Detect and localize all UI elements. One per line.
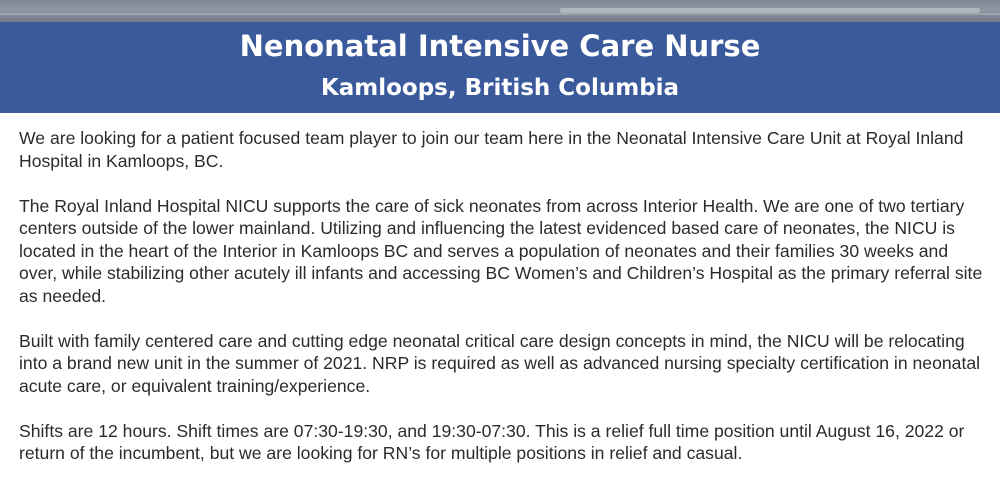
job-description bbox=[19, 127, 987, 465]
photo-road-line bbox=[0, 13, 1000, 15]
header-photo-strip bbox=[0, 0, 1000, 22]
description-paragraph-nicu: The Royal Inland Hospital NICU supports the care of sick neonates from across Interior Health. We are one of two tertiary centers outside of the lower mainland. Utilizing and influencing the latest evidenced based care of neonates, the NICU is located in the heart of the Interior in Kamloops BC and serves a population of neonates and their families 30 weeks and over, while stabilizing other acutely ill infants and accessing BC Women’s and Children’s Hospital as the primary referral site as needed. bbox=[19, 195, 983, 306]
description-paragraph-intro: We are looking for a patient focused team player to join our team here in the Neonatal Intensive Care Unit at Royal Inland Hospital in Kamloops, BC. bbox=[19, 128, 964, 171]
description-paragraph-new-unit: Built with family centered care and cutting edge neonatal critical care design concepts in mind, the NICU will be relocating into a brand new unit in the summer of 2021. NRP is required as well as advanced nursing specialty certification in neonatal acute care, or equivalent training/experience. bbox=[19, 330, 981, 396]
job-location: Kamloops, British Columbia bbox=[320, 75, 680, 101]
description-paragraph-shifts: Shifts are 12 hours. Shift times are 07:30-19:30, and 19:30-07:30. This is a relief full time position until August 16, 2022 or return of the incumbent, but we are looking for RN’s for multiple positions in relief and casual. bbox=[19, 420, 965, 463]
title-banner bbox=[0, 22, 1000, 113]
job-title: Nenonatal Intensive Care Nurse bbox=[239, 29, 761, 63]
